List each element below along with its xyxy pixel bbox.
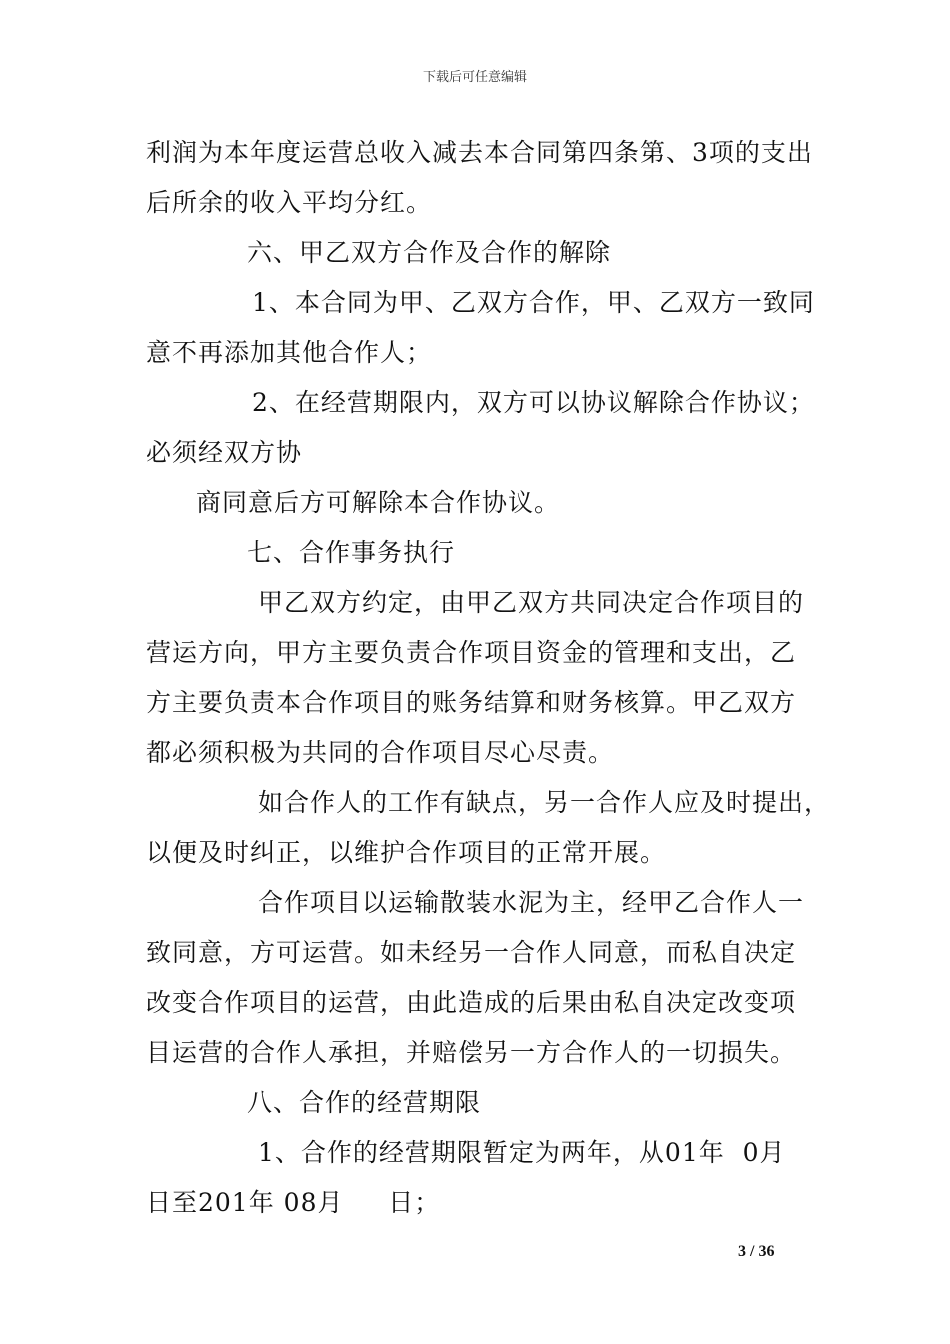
body-line: 1、本合同为甲、乙双方合作，甲、乙双方一致同 [252,288,815,317]
body-line: 合作项目以运输散装水泥为主，经甲乙合作人一 [258,888,805,917]
body-line: 致同意，方可运营。如未经另一合作人同意，而私自决定 [146,938,797,967]
page-number: 3 / 36 [738,1243,775,1260]
body-line: 商同意后方可解除本合作协议。 [196,488,561,517]
body-line: 营运方向，甲方主要负责合作项目资金的管理和支出，乙 [146,638,797,667]
body-line: 如合作人的工作有缺点，另一合作人应及时提出， [258,788,831,817]
body-line: 日至201年 08月 日； [146,1188,441,1217]
body-line: 改变合作项目的运营，由此造成的后果由私自决定改变项 [146,988,797,1017]
body-line: 目运营的合作人承担，并赔偿另一方合作人的一切损失。 [146,1038,797,1067]
page-header: 下载后可任意编辑 [422,70,527,85]
body-line: 1、合作的经营期限暂定为两年，从01年 0月 [258,1138,786,1167]
section-heading: 七、合作事务执行 [247,538,456,567]
body-line: 必须经双方协 [146,438,303,467]
section-heading: 八、合作的经营期限 [247,1088,482,1117]
body-line: 以便及时纠正，以维护合作项目的正常开展。 [146,838,667,867]
body-line: 都必须积极为共同的合作项目尽心尽责。 [146,738,615,767]
body-line: 甲乙双方约定，由甲乙双方共同决定合作项目的 [258,588,805,617]
body-line: 后所余的收入平均分红。 [146,188,433,217]
body-line: 2、在经营期限内，双方可以协议解除合作协议； [252,388,815,417]
body-line: 利润为本年度运营总收入减去本合同第四条第、3项的支出 [146,138,813,167]
document-body [146,128,831,1228]
body-line: 方主要负责本合作项目的账务结算和财务核算。甲乙双方 [146,688,797,717]
body-line: 意不再添加其他合作人； [146,338,433,367]
section-heading: 六、甲乙双方合作及合作的解除 [247,238,612,267]
